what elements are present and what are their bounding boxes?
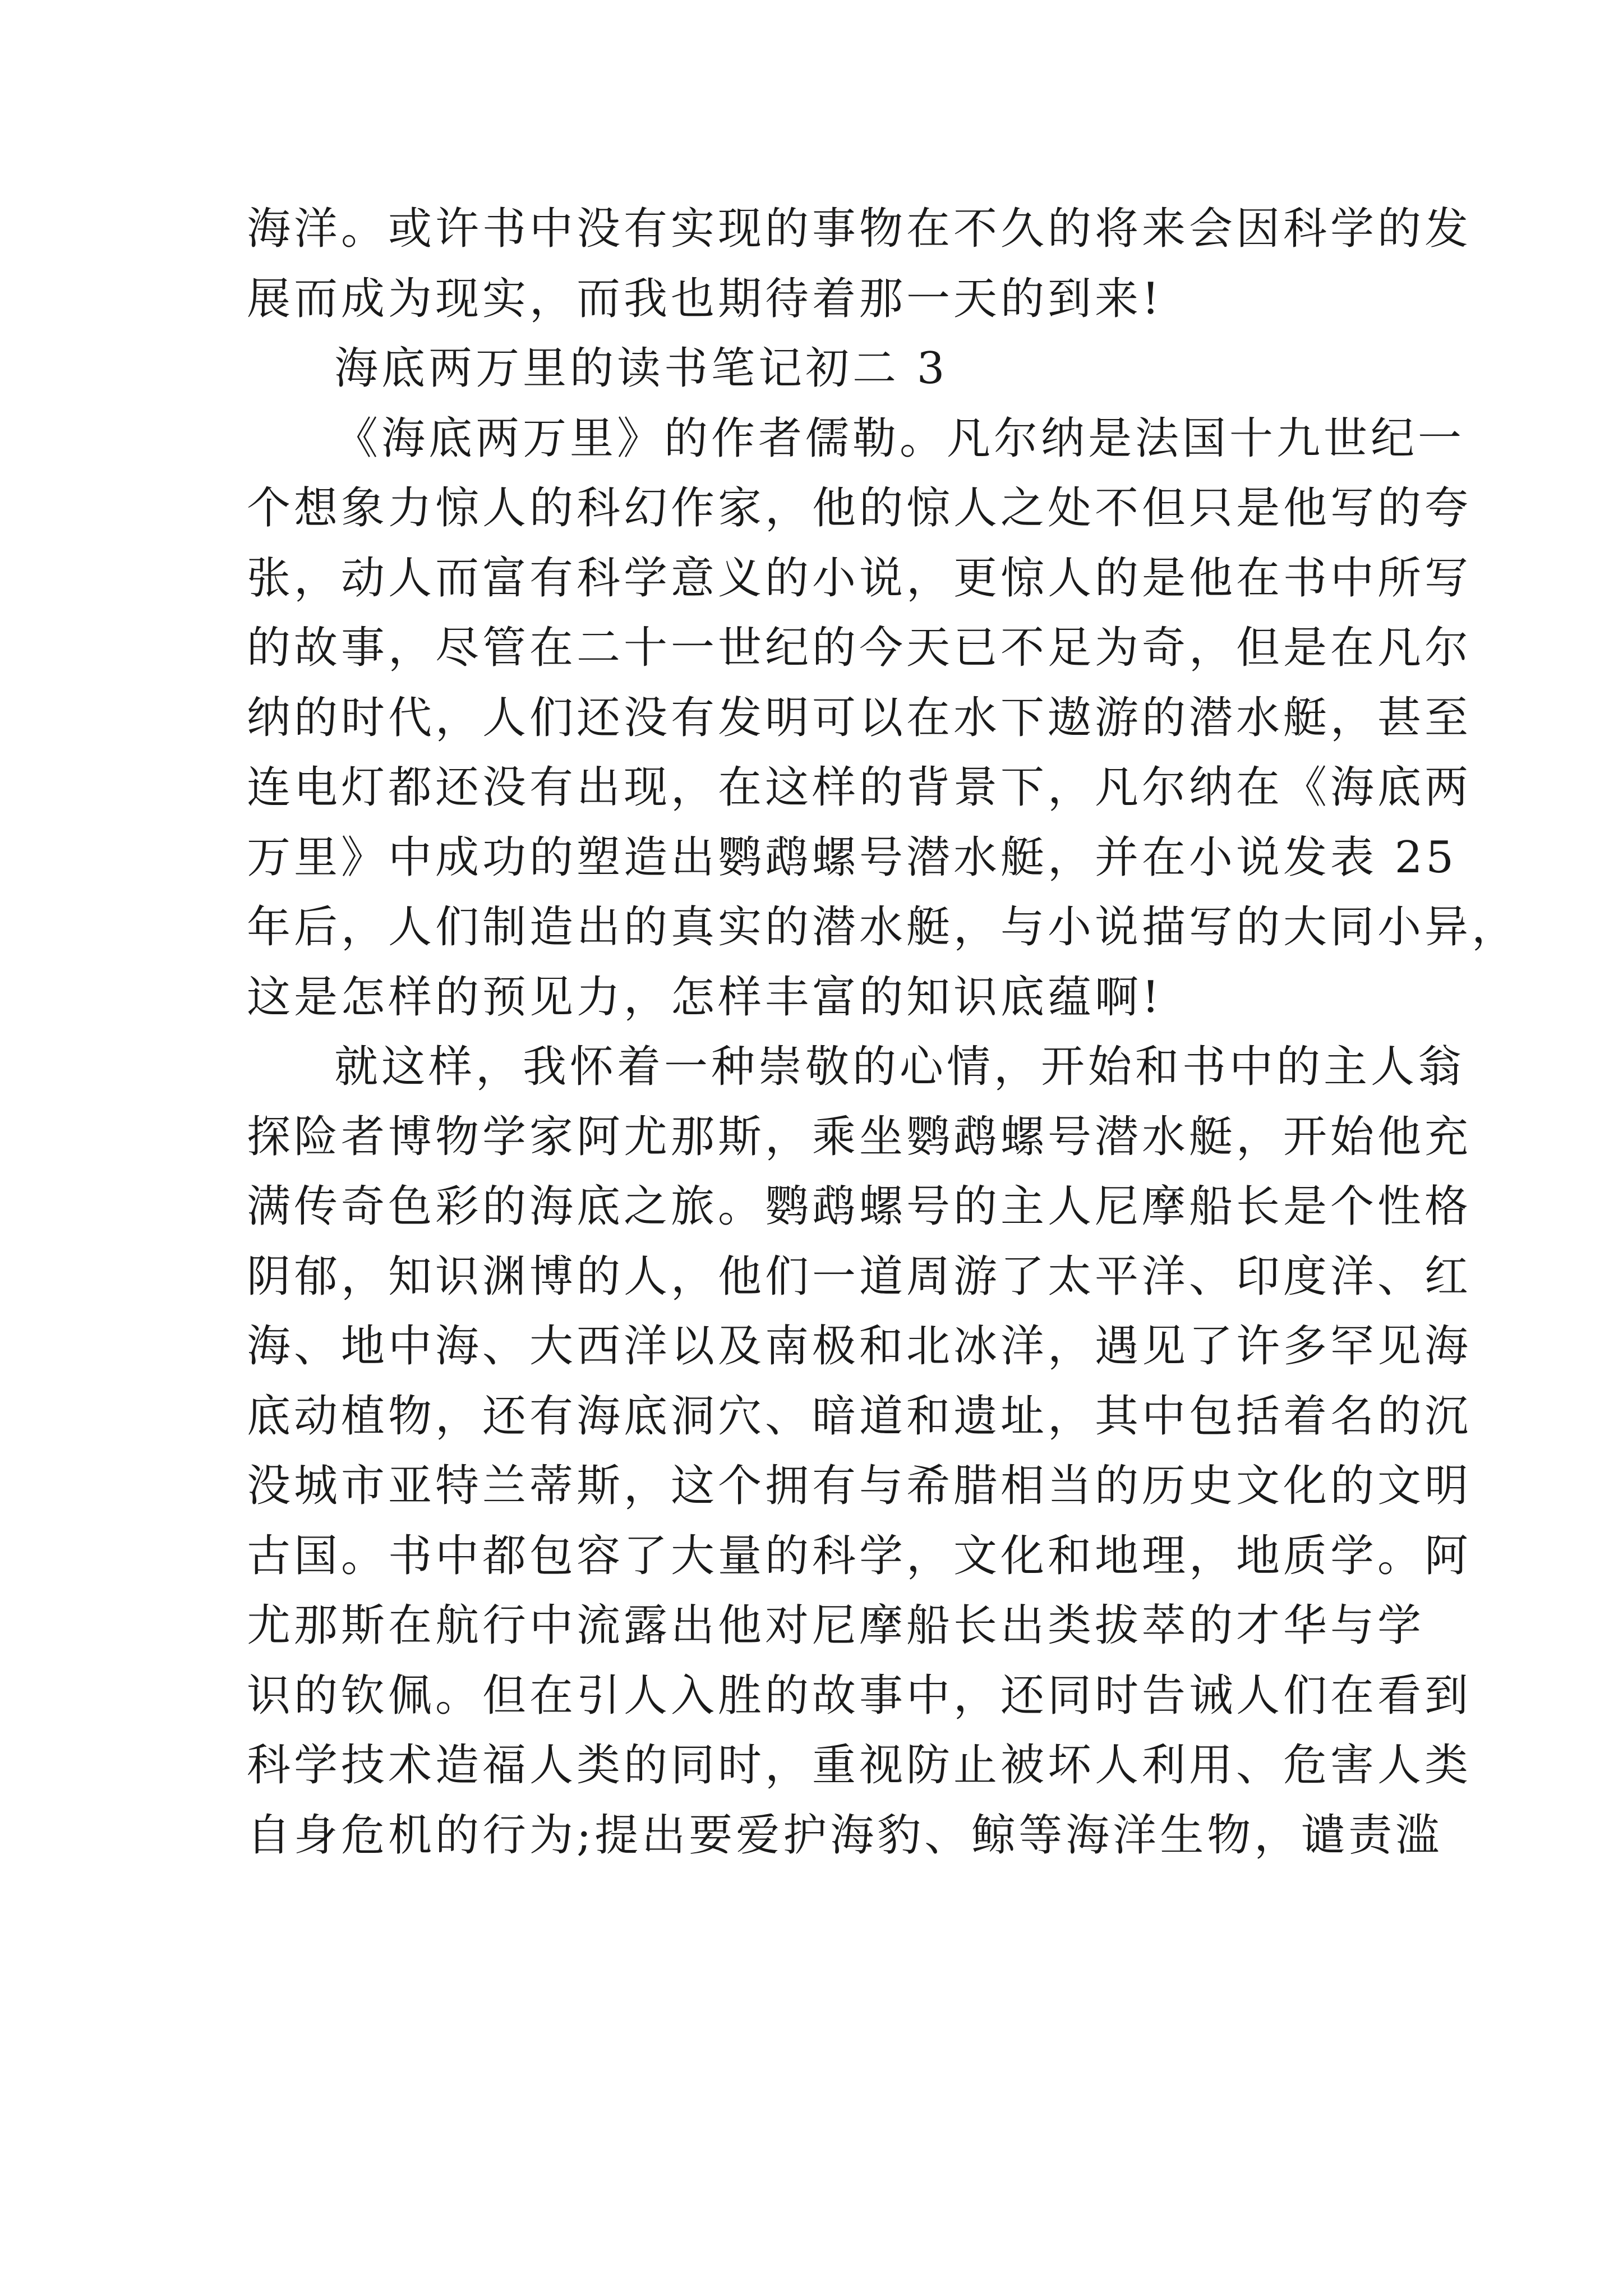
text-line: 满传奇色彩的海底之旅。鹦鹉螺号的主人尼摩船长是个性格 — [247, 1181, 1472, 1232]
text-line: 阴郁，知识渊博的人，他们一道周游了太平洋、印度洋、红 — [247, 1251, 1472, 1302]
text-line: 就这样，我怀着一种崇敬的心情，开始和书中的主人翁 — [334, 1042, 1465, 1092]
text-line: 个想象力惊人的科幻作家，他的惊人之处不但只是他写的夸 — [247, 483, 1472, 533]
text-line: 《海底两万里》的作者儒勒。凡尔纳是法国十九世纪一 — [334, 413, 1465, 464]
text-line: 展而成为现实，而我也期待着那一天的到来! — [247, 273, 1163, 324]
text-line: 的故事，尽管在二十一世纪的今天已不足为奇，但是在凡尔 — [247, 623, 1472, 673]
text-line: 年后，人们制造出的真实的潜水艇，与小说描写的大同小异， — [247, 902, 1519, 953]
text-line: 张，动人而富有科学意义的小说，更惊人的是他在书中所写 — [247, 553, 1472, 604]
text-line: 万里》中成功的塑造出鹦鹉螺号潜水艇，并在小说发表 25 — [247, 832, 1458, 883]
document-body — [247, 194, 1519, 1870]
text-line: 识的钦佩。但在引人入胜的故事中，还同时告诫人们在看到 — [247, 1670, 1472, 1721]
text-line: 海、地中海、大西洋以及南极和北冰洋，遇见了许多罕见海 — [247, 1321, 1472, 1372]
text-line: 纳的时代，人们还没有发明可以在水下遨游的潜水艇，甚至 — [247, 692, 1472, 743]
text-line: 连电灯都还没有出现，在这样的背景下，凡尔纳在《海底两 — [247, 762, 1472, 813]
text-line: 尤那斯在航行中流露出他对尼摩船长出类拔萃的才华与学 — [247, 1600, 1425, 1651]
text-line: 这是怎样的预见力，怎样丰富的知识底蕴啊! — [247, 972, 1163, 1023]
text-line: 海底两万里的读书笔记初二 3 — [334, 343, 948, 394]
text-line: 探险者博物学家阿尤那斯，乘坐鹦鹉螺号潜水艇，开始他充 — [247, 1111, 1472, 1162]
text-line: 古国。书中都包容了大量的科学，文化和地理，地质学。阿 — [247, 1530, 1472, 1581]
text-line: 没城市亚特兰蒂斯，这个拥有与希腊相当的历史文化的文明 — [247, 1461, 1472, 1511]
text-line: 科学技术造福人类的同时，重视防止被坏人利用、危害人类 — [247, 1740, 1472, 1791]
text-line: 自身危机的行为;提出要爱护海豹、鲸等海洋生物，谴责滥 — [247, 1810, 1443, 1861]
text-line: 底动植物，还有海底洞穴、暗道和遗址，其中包括着名的沉 — [247, 1391, 1472, 1442]
text-line: 海洋。或许书中没有实现的事物在不久的将来会因科学的发 — [247, 204, 1472, 254]
